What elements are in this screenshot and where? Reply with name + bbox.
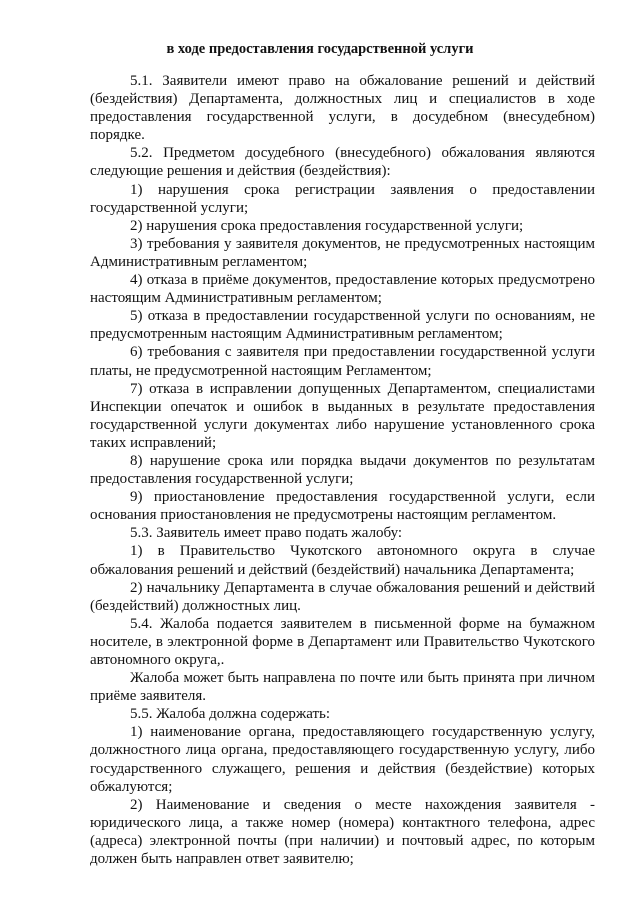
paragraph-5-2: 5.2. Предметом досудебного (внесудебного) обжалования являются следующие решения и действия (бездействия): (90, 145, 595, 180)
paragraph-5-4: 5.4. Жалоба подается заявителем в письменной форме на бумажном носителе, в электронной форме в Департамент или Правительство Чукотского автономного округа,. (90, 615, 595, 668)
paragraph-5-4-mail: Жалоба может быть направлена по почте или быть принята при личном приёме заявителя. (90, 670, 595, 705)
list-item-5-2-2: 2) нарушения срока предоставления государственной услуги; (130, 217, 524, 234)
paragraph-5-5: 5.5. Жалоба должна содержать: (130, 706, 331, 723)
paragraph-5-1: 5.1. Заявители имеют право на обжалование решений и действий (бездействия) Департамента, должностных лиц и специалистов в ходе предоставления государственной услуги, в досудебном (внесудебном) порядке. (90, 73, 595, 144)
list-item-5-2-7: 7) отказа в исправлении допущенных Департаментом, специалистами Инспекции опечаток и ошибок в выданных в результате предоставления государственной услуги документах либо нарушение установленного срока таких исправлений; (90, 380, 595, 451)
section-heading: в ходе предоставления государственной услуги (166, 41, 474, 57)
list-item-5-2-8: 8) нарушение срока или порядка выдачи документов по результатам предоставления государственной услуги; (90, 452, 595, 488)
list-item-5-3-2: 2) начальнику Департамента в случае обжалования решений и действий (бездействий) должностных лиц. (90, 579, 595, 614)
list-item-5-3-1: 1) в Правительство Чукотского автономного округа в случае обжалования решений и действий (бездействий) начальника Департамента; (90, 543, 595, 578)
list-item-5-2-9: 9) приостановление предоставления государственной услуги, если основания приостановления не предусмотрены настоящим регламентом. (90, 489, 595, 524)
list-item-5-2-4: 4) отказа в приёме документов, предоставление которых предусмотрено настоящим Административным регламентом; (90, 272, 595, 307)
list-item-5-2-6: 6) требования с заявителя при предоставлении государственной услуги платы, не предусмотренной настоящим Регламентом; (90, 344, 595, 379)
list-item-5-5-1: 1) наименование органа, предоставляющего государственную услугу, должностного лица органа, предоставляющего государственную услугу, либо государственного служащего, решения и действия (бездействие) которых обжалуются; (90, 724, 595, 795)
document-body (90, 72, 595, 868)
paragraph-5-3: 5.3. Заявитель имеет право подать жалобу: (130, 525, 403, 542)
list-item-5-5-2: 2) Наименование и сведения о месте нахождения заявителя - юридического лица, а также номер (номера) контактного телефона, адрес (адреса) электронной почты (при наличии) и почтовый адрес, по которым должен быть направлен ответ заявителю; (90, 796, 595, 868)
list-item-5-2-1: 1) нарушения срока регистрации заявления о предоставлении государственной услуги; (90, 181, 595, 216)
list-item-5-2-5: 5) отказа в предоставлении государственной услуги по основаниям, не предусмотренным настоящим Административным регламентом; (90, 308, 595, 343)
list-item-5-2-3: 3) требования у заявителя документов, не предусмотренных настоящим Административным регламентом; (90, 235, 595, 270)
